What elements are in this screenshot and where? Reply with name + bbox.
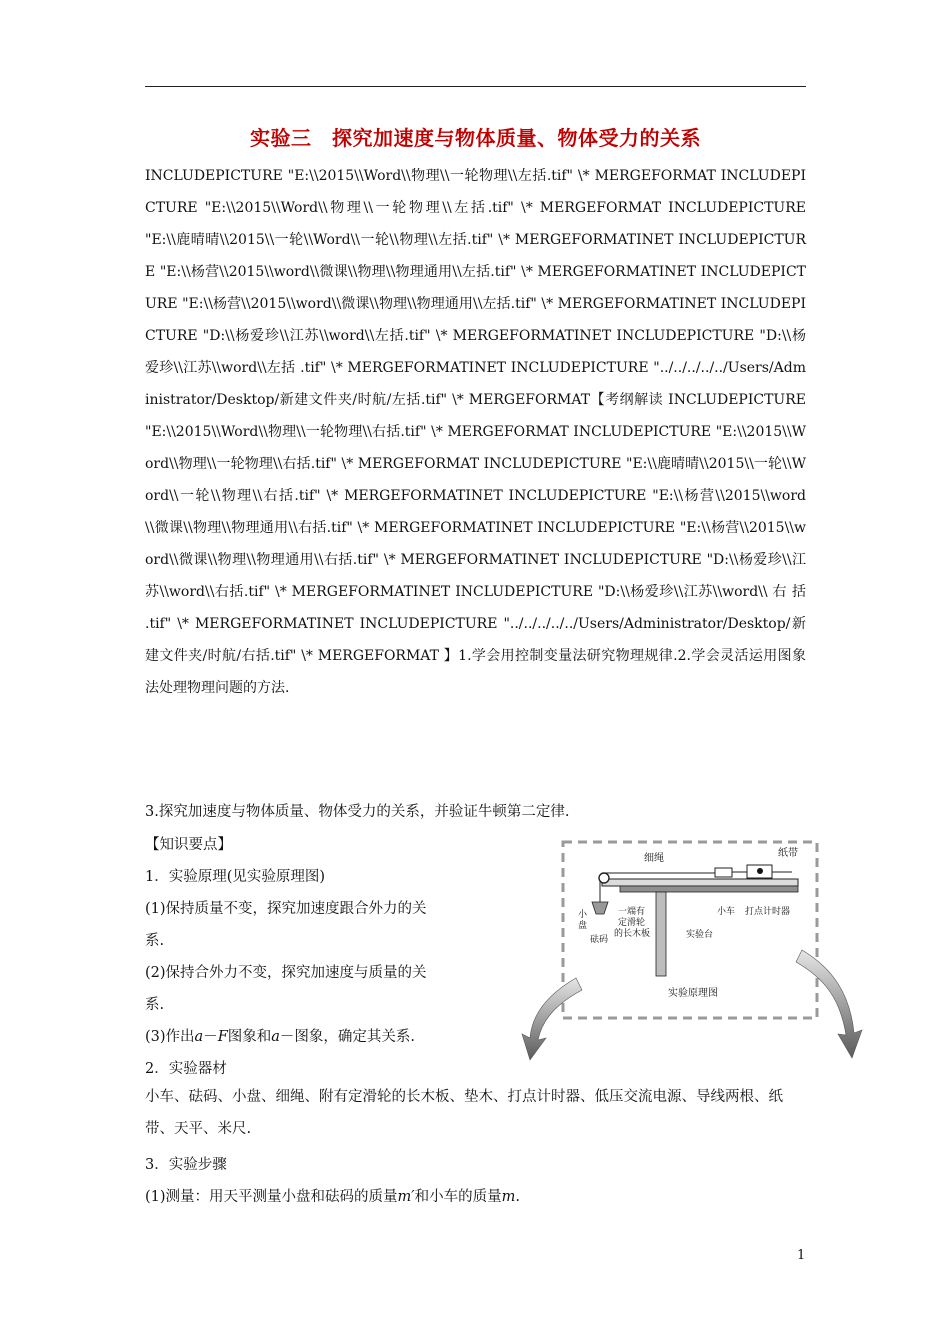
- curved-arrow-right: [796, 950, 862, 1058]
- s3-item1-end: .: [515, 1189, 520, 1205]
- s3-item1: [145, 1185, 520, 1206]
- var-m-prime: m′: [397, 1189, 415, 1205]
- var-a-2: a: [271, 1029, 280, 1045]
- var-a-1: a: [194, 1029, 204, 1045]
- curved-arrow-left: [522, 978, 582, 1060]
- label-tape: 纸带: [778, 848, 798, 859]
- s1-item1-a: (1)保持质量不变，探究加速度跟合外力的关: [145, 901, 427, 917]
- label-board-2: 定滑轮: [618, 918, 646, 928]
- page-title: 实验三 探究加速度与物体质量、物体受力的关系: [250, 126, 701, 150]
- s1-title: 1．实验原理(见实验原理图): [145, 869, 326, 885]
- s1-item1-b: 系.: [145, 933, 165, 949]
- s2-title: 2．实验器材: [145, 1061, 227, 1077]
- timer-dot: [757, 868, 763, 874]
- s1-item3-post: －图象，确定其关系.: [279, 1029, 416, 1045]
- page-number: 1: [797, 1248, 806, 1263]
- dash-1: －: [203, 1029, 218, 1045]
- section-header: 【知识要点】: [145, 837, 232, 853]
- s1-item2-b: 系.: [145, 997, 165, 1013]
- label-board-3: 的长木板: [614, 929, 651, 939]
- experiment-diagram: [520, 838, 865, 1068]
- s1-item3-mid: 图象和: [227, 1029, 272, 1045]
- figure-caption: 实验原理图: [668, 988, 718, 999]
- table-leg: [656, 892, 666, 976]
- header-rule: [145, 86, 806, 87]
- field-code-text: INCLUDEPICTURE "E:\\2015\\Word\\物理\\一轮物理\\左括.tif" \* MERGEFORMAT INCLUDEPICTURE "E:\\2015\\Word\\物理\\一轮物理\\左括.tif" \* MERGEFORMAT INCLUDEPICTURE "E:\\鹿晴晴\\2015\\一轮\\Word\\一轮\\物理\\左括.tif" \* MERGEFORMATINET INCLUDEPICTURE "E:\\杨营\\2015\\word\\微课\\物理\\物理通用\\左括.tif" \* MERGEFORMATINET INCLUDEPICTURE "E:\\杨营\\2015\\word\\微课\\物理\\物理通用\\左括.tif" \* MERGEFORMATINET INCLUDEPICTURE "D:\\杨爱珍\\江苏\\word\\左括.tif" \* MERGEFORMATINET INCLUDEPICTURE "D:\\杨爱珍\\江苏\\word\\左括 .tif" \* MERGEFORMATINET INCLUDEPICTURE "../../../../../Users/Administrator/Desktop/新建文件夹/时航/左括.tif" \* MERGEFORMAT【考纲解读 INCLUDEPICTURE "E:\\2015\\Word\\物理\\一轮物理\\右括.tif" \* MERGEFORMAT INCLUDEPICTURE "E:\\2015\\Word\\物理\\一轮物理\\右括.tif" \* MERGEFORMAT INCLUDEPICTURE "E:\\鹿晴晴\\2015\\一轮\\Word\\一轮\\物理\\右括.tif" \* MERGEFORMATINET INCLUDEPICTURE "E:\\杨营\\2015\\word\\微课\\物理\\物理通用\\右括.tif" \* MERGEFORMATINET INCLUDEPICTURE "E:\\杨营\\2015\\word\\微课\\物理\\物理通用\\右括.tif" \* MERGEFORMATINET INCLUDEPICTURE "D:\\杨爱珍\\江苏\\word\\右括.tif" \* MERGEFORMATINET INCLUDEPICTURE "D:\\杨爱珍\\江苏\\word\\ 右 括 .tif" \* MERGEFORMATINET INCLUDEPICTURE "../../../../../Users/Administrator/Desktop/新建文件夹/时航/右括.tif" \* MERGEFORMAT 】1.学会用控制变量法研究物理规律.2.学会灵活运用图象法处理物理问题的方法.: [145, 168, 806, 696]
- var-F: F: [217, 1029, 228, 1045]
- long-board: [602, 879, 798, 886]
- s2-body: 小车、砝码、小盘、细绳、附有定滑轮的长木板、垫木、打点计时器、低压交流电源、导线两根、纸带、天平、米尺.: [145, 1089, 783, 1137]
- field-code-paragraph: [145, 160, 806, 704]
- pan: [592, 902, 608, 914]
- cart: [715, 868, 732, 877]
- s3-title: 3．实验步骤: [145, 1157, 227, 1173]
- s3-item1-pre: (1)测量：用天平测量小盘和砝码的质量: [145, 1189, 398, 1205]
- label-board-1: 一端有: [618, 907, 646, 917]
- table-top: [620, 886, 798, 892]
- label-cart: 小车: [717, 907, 736, 917]
- s1-item3-pre: (3)作出: [145, 1029, 195, 1045]
- label-weight: 砝码: [590, 935, 609, 945]
- label-rope: 细绳: [644, 853, 664, 864]
- objective-3: 3.探究加速度与物体质量、物体受力的关系，并验证牛顿第二定律.: [145, 804, 570, 820]
- label-timer: 打点计时器: [745, 907, 791, 917]
- s1-item2-a: (2)保持合外力不变，探究加速度与质量的关: [145, 965, 427, 981]
- label-pan-1: 小: [578, 910, 588, 920]
- s3-item1-mid: 和小车的质量: [414, 1189, 502, 1205]
- label-pan-2: 盘: [578, 921, 588, 931]
- var-m: m: [501, 1189, 516, 1205]
- s1-item3: [145, 1025, 415, 1046]
- label-table: 实验台: [686, 930, 714, 940]
